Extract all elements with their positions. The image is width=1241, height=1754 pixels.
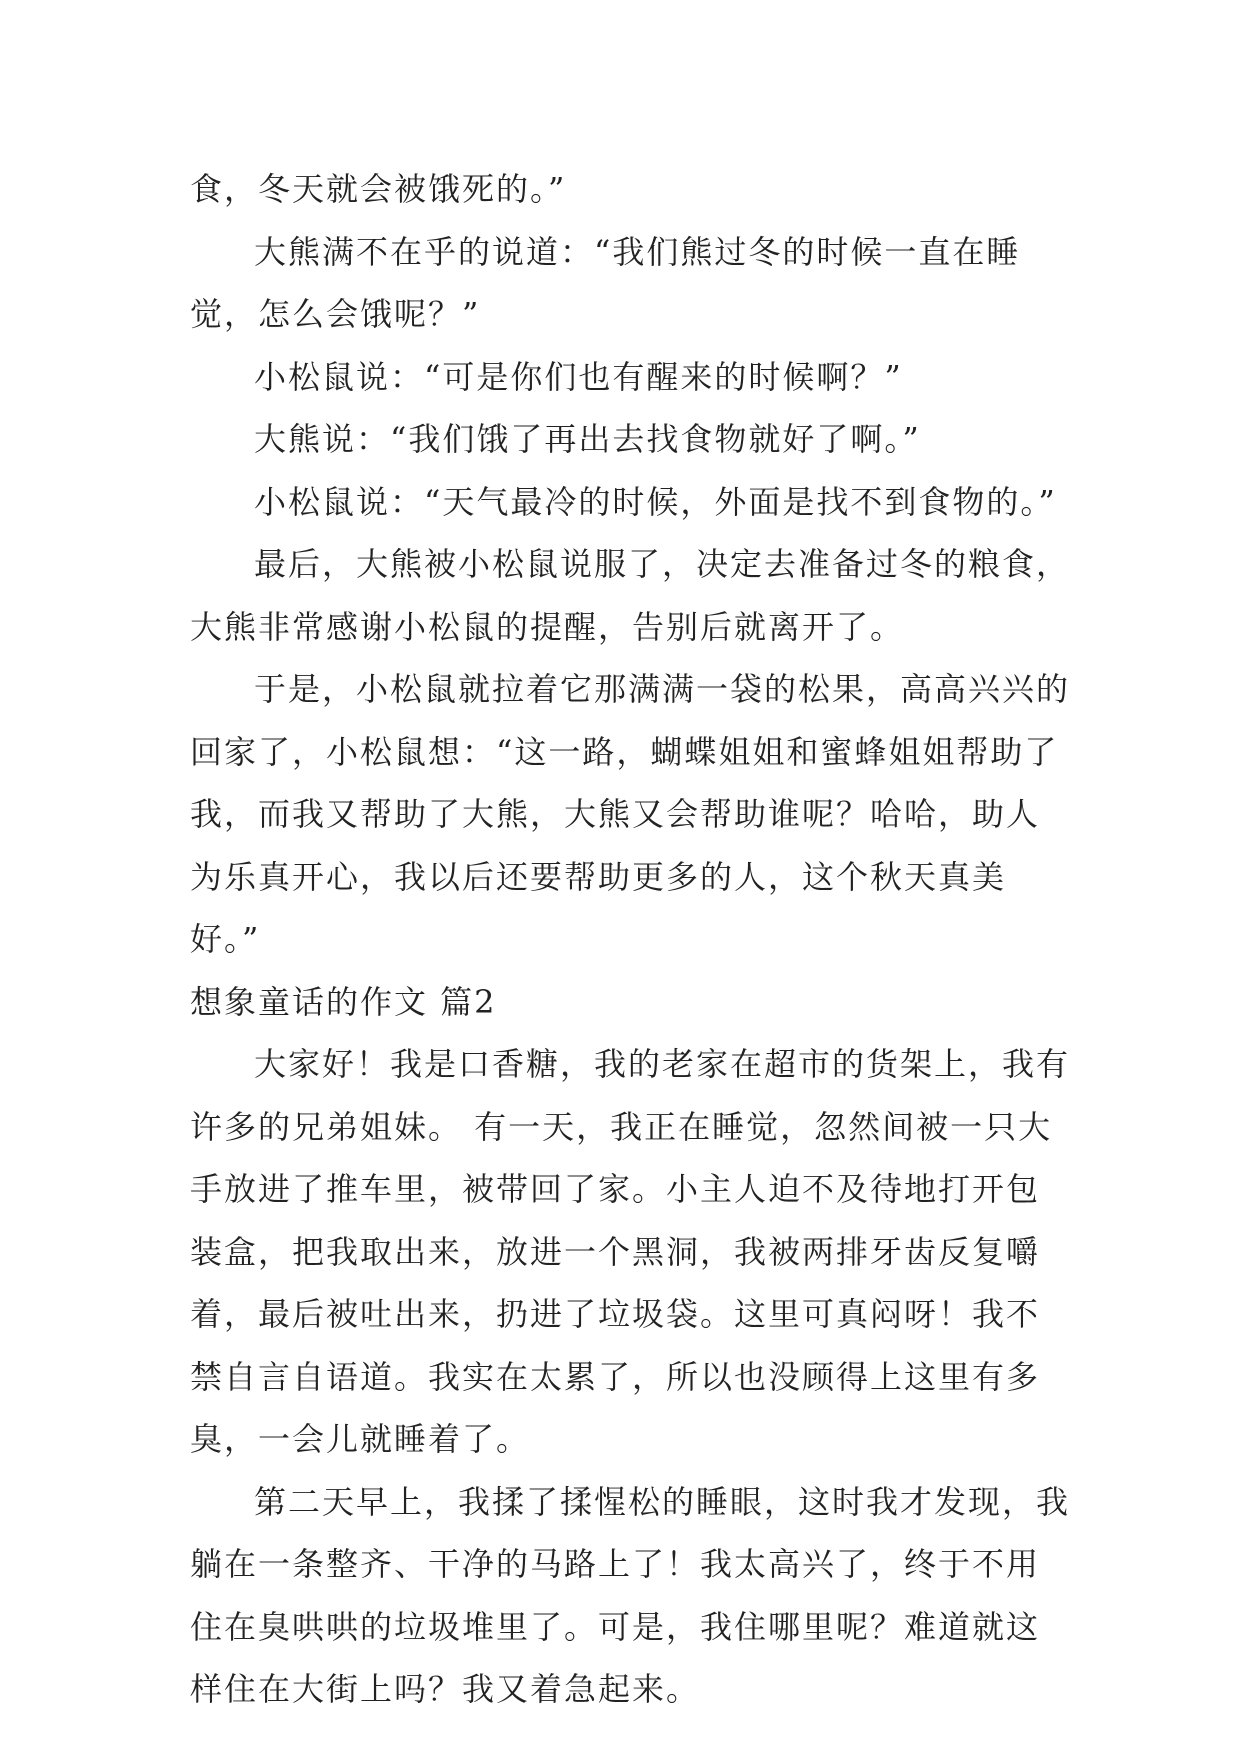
paragraph: 大熊说：“我们饿了再出去找食物就好了啊。” bbox=[254, 420, 921, 458]
document-page bbox=[190, 158, 1070, 1721]
paragraph-continuation: 食，冬天就会被饿死的。” bbox=[190, 170, 567, 208]
paragraph: 最后，大熊被小松鼠说服了，决定去准备过冬的粮食，大熊非常感谢小松鼠的提醒，告别后就离开了。 bbox=[190, 545, 1071, 646]
paragraph: 第二天早上，我揉了揉惺松的睡眼，这时我才发现，我躺在一条整齐、干净的马路上了！我太高兴了，终于不用住在臭哄哄的垃圾堆里了。可是，我住哪里呢？难道就这样住在大街上吗？我又着急起来。 bbox=[190, 1482, 1071, 1708]
paragraph: 小松鼠说：“天气最冷的时候，外面是找不到食物的。” bbox=[254, 482, 1057, 521]
paragraph: 小松鼠说：“可是你们也有醒来的时候啊？” bbox=[254, 357, 903, 396]
paragraph: 大家好！我是口香糖，我的老家在超市的货架上，我有许多的兄弟姐妹。 有一天，我正在睡觉，忽然间被一只大手放进了推车里，被带回了家。小主人迫不及待地打开包装盒，把我取出来，放进一个黑洞，我被两排牙齿反复嚼着，最后被吐出来，扔进了垃圾袋。这里可真闷呀！我不禁自言自语道。我实在太累了，所以也没顾得上这里有多臭，一会儿就睡着了。 bbox=[190, 1045, 1071, 1458]
section-heading: 想象童话的作文 篇2 bbox=[190, 982, 497, 1021]
paragraph: 于是，小松鼠就拉着它那满满一袋的松果，高高兴兴的回家了，小松鼠想：“这一路，蝴蝶姐姐和蜜蜂姐姐帮助了我，而我又帮助了大熊，大熊又会帮助谁呢？哈哈，助人为乐真开心，我以后还要帮助更多的人，这个秋天真美好。” bbox=[190, 670, 1071, 958]
paragraph: 大熊满不在乎的说道：“我们熊过冬的时候一直在睡觉，怎么会饿呢？” bbox=[190, 232, 1021, 333]
